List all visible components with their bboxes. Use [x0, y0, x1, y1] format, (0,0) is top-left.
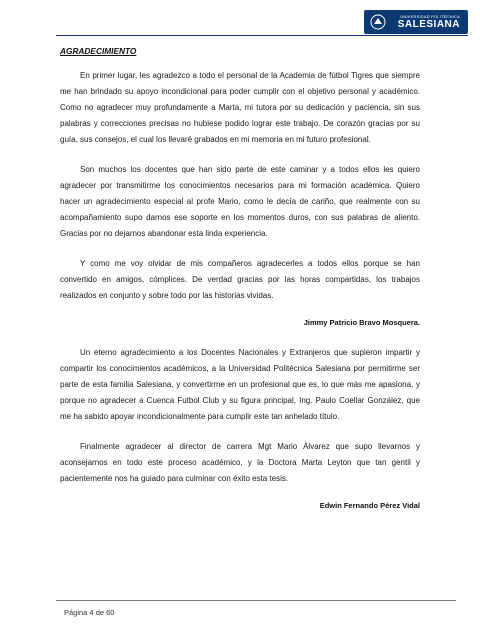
page-number: Página 4 de 60	[64, 608, 115, 617]
paragraph-3: Y como me voy olvidar de mis compañeros agradecerles a todos ellos porque se han convertido en amigos, cómplices. De verdad gracias por las horas compartidas, los trabajos realizados en conjunto y sobre todo por las historias vividas.	[60, 259, 420, 300]
university-logo	[364, 10, 468, 34]
section-heading: AGRADECIMIENTO	[60, 46, 137, 56]
logo-top-text: UNIVERSIDAD POLITÉCNICA	[400, 13, 460, 19]
paragraph-5: Finalmente agradecer al director de carrera Mgt Mario Álvarez que supo llevarnos y aconsejarnos en todo este proceso académico, y la Doctora Marta Leyton que tan gentil y pacientemente nos ha guiado para culminar con éxito esta tesis.	[60, 442, 420, 483]
paragraph-4: Un eterno agradecimiento a los Docentes Nacionales y Extranjeros que supieron impartir y compartir los conocimientos académicos, a la Universidad Politécnica Salesiana por permitirme ser parte de esta familia Salesiana, y convertirme en un profesional que es, lo que más me apasiona, y porque no agradecer a Cuenca Futbol Club y su figura principal, Ing. Paulo Coellar González, que me ha sabido apoyar incondicionalmente para cumplir este tan anhelado título.	[60, 348, 420, 421]
signature-edwin: Edwin Fernando Pérez Vidal	[319, 501, 420, 510]
footer-divider	[56, 600, 456, 601]
logo-main-text: SALESIANA	[397, 18, 460, 30]
header-divider	[56, 35, 468, 36]
signature-jimmy: Jimmy Patricio Bravo Mosquera.	[303, 318, 420, 327]
page-content	[60, 46, 420, 528]
paragraph-2: Son muchos los docentes que han sido parte de este caminar y a todos ellos les quiero agradecer por transmitirme los conocimientos necesarios para mi formación académica. Quiero hacer un agradecimiento especial al profe Mario, como le decía de cariño, que realmente con su acompañamiento supo darnos ese soporte en los momentos duros, con sus palabras de aliento. Gracias por no dejarnos abandonar esta linda experiencia.	[60, 165, 420, 238]
university-emblem-icon	[370, 14, 386, 30]
paragraph-1: En primer lugar, les agradezco a todo el personal de la Academia de fútbol Tigres que siempre me han brindado su apoyo incondicional para poder cumplir con el objetivo personal y académico. Como no agradecer muy profundamente a Marta, mi tutora por su dedicación y paciencia, sin sus palabras y correcciones precisas no hubiese podido lograr este trabajo. De corazón gracias por su guía, sus consejos, el cual los llevaré grabados en mi memoria en mi futuro profesional.	[60, 71, 420, 144]
